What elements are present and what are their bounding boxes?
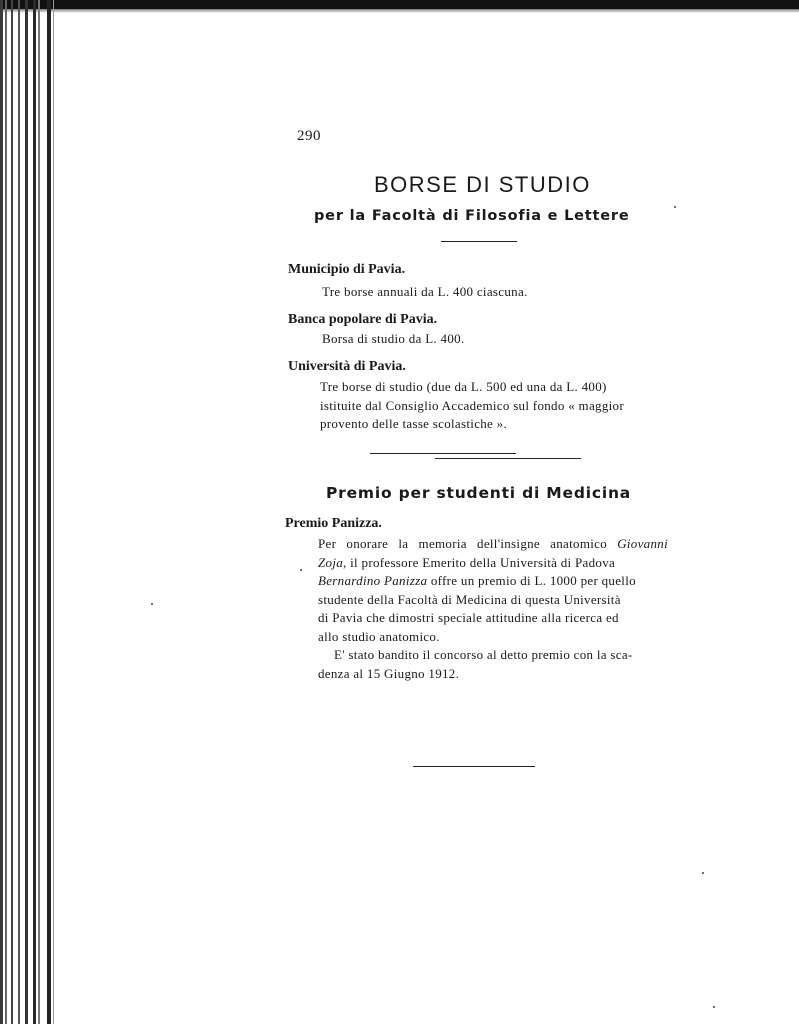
entry-name-universita: Università di Pavia. bbox=[288, 359, 406, 374]
prize-line: allo studio anatomico. bbox=[318, 628, 440, 644]
page-edge bbox=[25, 0, 28, 1024]
page-edge bbox=[18, 0, 20, 1024]
divider bbox=[370, 453, 516, 454]
scan-speck bbox=[702, 872, 704, 874]
prize-description bbox=[318, 535, 668, 683]
page-title: BORSE DI STUDIO bbox=[374, 172, 591, 197]
page-edge bbox=[11, 0, 13, 1024]
scan-speck bbox=[674, 206, 676, 208]
entry-line: provento delle tasse scolastiche ». bbox=[320, 416, 508, 431]
entry-text-banca: Borsa di studio da L. 400. bbox=[322, 331, 465, 346]
page-subtitle: per la Facoltà di Filosofia e Lettere bbox=[314, 208, 630, 224]
prize-line: E' stato bandito il concorso al detto premio con la sca- bbox=[334, 647, 633, 662]
divider bbox=[441, 241, 517, 242]
entry-text-municipio: Tre borse annuali da L. 400 ciascuna. bbox=[322, 284, 528, 299]
scan-speck bbox=[151, 603, 153, 605]
page-number: 290 bbox=[297, 128, 321, 144]
end-divider bbox=[413, 766, 535, 767]
prize-line bbox=[318, 572, 668, 591]
page-edge bbox=[53, 0, 54, 1024]
prize-person-name: Bernardino Panizza bbox=[318, 573, 428, 588]
scan-speck bbox=[713, 1006, 715, 1008]
scan-speck bbox=[300, 569, 302, 571]
prize-person-name: Zoja bbox=[318, 554, 344, 570]
entry-text-universita bbox=[320, 378, 624, 434]
prize-line bbox=[318, 535, 668, 554]
prize-text: offre un premio di L. 1000 per quello bbox=[427, 573, 636, 588]
section-title-medicina: Premio per studenti di Medicina bbox=[326, 484, 632, 502]
entry-name-municipio: Municipio di Pavia. bbox=[288, 262, 406, 277]
scan-top-border bbox=[0, 0, 799, 9]
page-edge bbox=[47, 0, 51, 1024]
page-edge bbox=[38, 0, 40, 1024]
prize-text: Per onorare la memoria dell'insigne anatomico bbox=[318, 536, 618, 551]
page-edge bbox=[33, 0, 36, 1024]
page-edge bbox=[5, 0, 7, 1024]
prize-line: studente della Facoltà di Medicina di questa Università bbox=[318, 591, 621, 607]
entry-line: Tre borse di studio (due da L. 500 ed una da L. 400) bbox=[320, 379, 607, 394]
prize-text: , il professore Emerito della Università di Padova bbox=[343, 554, 616, 570]
page-edge bbox=[0, 0, 3, 1024]
prize-line: denza al 15 Giugno 1912. bbox=[318, 665, 460, 681]
scan-top-shadow bbox=[0, 9, 799, 13]
divider bbox=[435, 458, 581, 459]
entry-name-banca: Banca popolare di Pavia. bbox=[288, 312, 438, 327]
prize-name: Premio Panizza. bbox=[285, 516, 382, 531]
prize-line bbox=[318, 554, 668, 573]
entry-line: istituite dal Consiglio Accademico sul fondo « maggior bbox=[320, 397, 624, 413]
prize-line: di Pavia che dimostri speciale attitudine alla ricerca ed bbox=[318, 610, 619, 625]
prize-person-name: Giovanni bbox=[617, 536, 668, 551]
